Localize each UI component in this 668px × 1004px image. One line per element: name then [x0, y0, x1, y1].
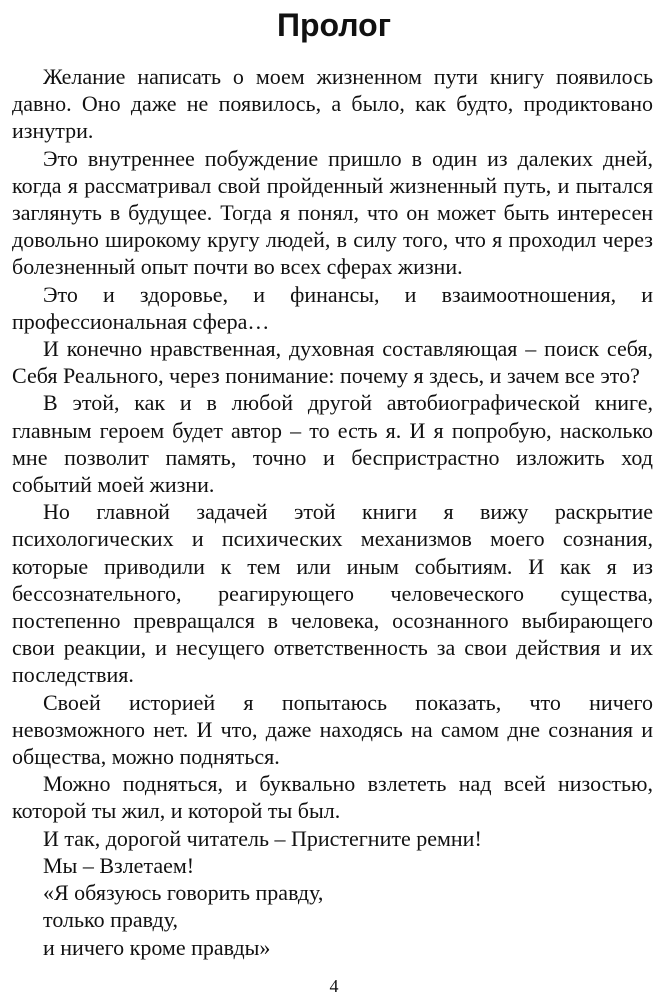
paragraph-1: Желание написать о моем жизненном пути книгу появилось давно. Оно даже не появилось, а было, как будто, продиктовано изнутри. [12, 64, 653, 144]
paragraph-3: Это и здоровье, и финансы, и взаимоотношения, и профессиональная сфера… [12, 281, 653, 334]
oath-line-1: «Я обязуюсь говорить правду, [43, 880, 324, 906]
paragraph-2: Это внутреннее побуждение пришло в один из далеких дней, когда я рассматривал свой пройденный жизненный путь, и пытался заглянуть в будущее. Тогда я понял, что он может быть интересен довольно широкому кругу людей, в силу того, что я проходил через болезненный опыт почти во всех сферах жизни. [12, 145, 653, 280]
paragraph-5: В этой, как и в любой другой автобиографической книге, главным героем будет автор – то есть я. И я попробую, насколько мне позволит память, точно и беспристрастно изложить ход событий моей жизни. [12, 390, 653, 498]
oath-line-3: и ничего кроме правды» [43, 934, 271, 960]
paragraph-9: И так, дорогой читатель – Пристегните ремни! [43, 825, 482, 851]
chapter-body [12, 63, 653, 961]
paragraph-4: И конечно нравственная, духовная составляющая – поиск себя, Себя Реального, через понимание: почему я здесь, и зачем все это? [12, 336, 653, 389]
paragraph-8: Можно подняться, и буквально взлететь над всей низостью, которой ты жил, и которой ты был. [12, 771, 653, 824]
paragraph-7: Своей историей я попытаюсь показать, что ничего невозможного нет. И что, даже находясь на самом дне сознания и общества, можно подняться. [12, 689, 653, 770]
paragraph-10: Мы – Взлетаем! [43, 852, 195, 878]
page-number: 4 [329, 976, 339, 996]
oath-line-2: только правду, [43, 907, 178, 933]
paragraph-6: Но главной задачей этой книги я вижу раскрытие психологических и психических механизмов моего сознания, которые приводили к тем или иным событиям. И как я из бессознательного, реагирующего человеческого существа, постепенно превращался в человека, осознанного выбирающего свои реакции, и несущего ответственность за свои действия и их последствия. [12, 499, 653, 688]
chapter-title: Пролог [276, 7, 392, 43]
